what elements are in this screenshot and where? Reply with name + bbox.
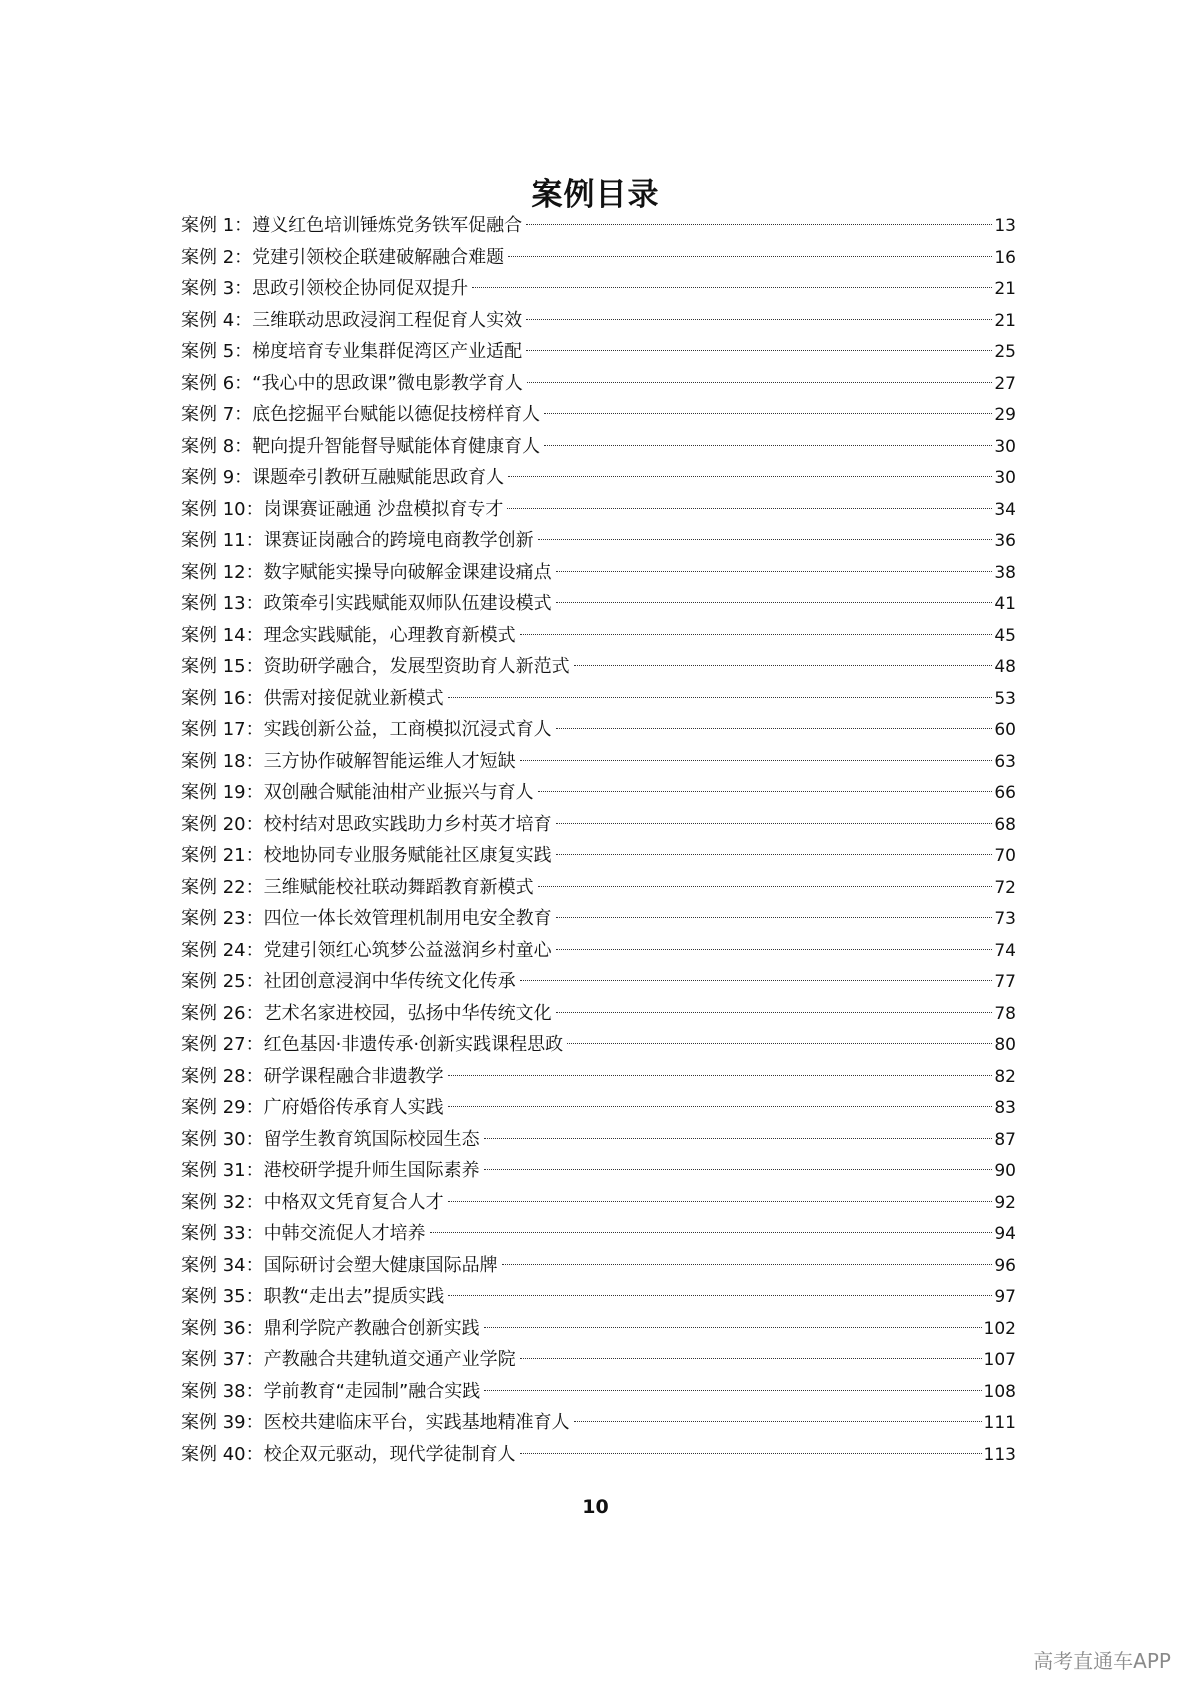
toc-entry-page: 48 (994, 657, 1016, 677)
toc-entry-page: 30 (994, 436, 1016, 457)
dot-leader (556, 949, 993, 950)
toc-entry[interactable] (181, 494, 1016, 526)
toc-entry-page: 16 (994, 247, 1016, 268)
toc-entry-label: 案例 29：广府婚俗传承育人实践 (181, 1097, 444, 1118)
toc-entry-page: 53 (994, 688, 1016, 709)
toc-entry[interactable] (181, 966, 1016, 998)
toc-entry-page: 82 (994, 1066, 1016, 1087)
dot-leader (448, 1201, 993, 1202)
dot-leader (508, 256, 992, 257)
toc-entry-label: 案例 8：靶向提升智能督导赋能体育健康育人 (181, 435, 541, 457)
toc-entry-label: 案例 28：研学课程融合非遗教学 (181, 1065, 444, 1087)
dot-leader (556, 728, 993, 729)
toc-entry[interactable] (181, 588, 1016, 620)
toc-entry-page: 66 (994, 783, 1016, 803)
toc-entry-label: 案例 32：中格双文凭育复合人才 (181, 1191, 444, 1213)
toc-entry-label: 案例 9：课题牵引教研互融赋能思政育人 (181, 467, 505, 488)
toc-entry-label: 案例 13：政策牵引实践赋能双师队伍建设模式 (181, 593, 552, 614)
toc-entry-label: 案例 2：党建引领校企联建破解融合难题 (181, 246, 505, 268)
dot-leader (544, 445, 992, 446)
dot-leader (538, 539, 993, 540)
toc-entry[interactable] (181, 1124, 1016, 1156)
dot-leader (507, 508, 992, 509)
toc-entry[interactable] (181, 399, 1016, 431)
toc-entry-label: 案例 22：三维赋能校社联动舞蹈教育新模式 (181, 876, 534, 898)
toc-entry-label: 案例 11：课赛证岗融合的跨境电商教学创新 (181, 530, 534, 551)
toc-entry-page: 36 (994, 531, 1016, 551)
toc-entry[interactable] (181, 872, 1016, 904)
toc-entry-page: 41 (994, 594, 1016, 614)
toc-entry[interactable] (181, 1061, 1016, 1093)
toc-entry-label: 案例 17：实践创新公益，工商模拟沉浸式育人 (181, 719, 552, 740)
toc-entry-page: 68 (994, 814, 1016, 835)
toc-entry-label: 案例 20：校村结对思政实践助力乡村英才培育 (181, 813, 552, 835)
toc-entry-page: 25 (994, 342, 1016, 362)
toc-entry[interactable] (181, 1092, 1016, 1124)
dot-leader (556, 823, 993, 824)
dot-leader (484, 1327, 982, 1328)
toc-entry-label: 案例 27：红色基因·非遗传承·创新实践课程思政 (181, 1034, 564, 1055)
toc-entry-label: 案例 6：“我心中的思政课”微电影教学育人 (181, 372, 523, 394)
toc-entry-page: 96 (994, 1255, 1016, 1276)
toc-entry-page: 108 (983, 1381, 1016, 1402)
toc-entry[interactable] (181, 525, 1016, 557)
dot-leader (448, 1295, 992, 1296)
dot-leader (508, 476, 992, 477)
dot-leader (472, 287, 992, 288)
toc-entry-label: 案例 7：底色挖掘平台赋能以德促技榜样育人 (181, 404, 541, 425)
dot-leader (574, 1421, 982, 1422)
toc-entry-label: 案例 19：双创融合赋能油柑产业振兴与育人 (181, 782, 534, 803)
toc-entry-page: 113 (983, 1444, 1016, 1465)
toc-entry-page: 111 (983, 1413, 1016, 1433)
toc-entry-label: 案例 37：产教融合共建轨道交通产业学院 (181, 1349, 516, 1370)
dot-leader (520, 760, 993, 761)
toc-entry-label: 案例 18：三方协作破解智能运维人才短缺 (181, 750, 516, 772)
toc-entry-page: 63 (994, 751, 1016, 772)
toc-entry-label: 案例 36：鼎利学院产教融合创新实践 (181, 1317, 480, 1339)
toc-entry-page: 30 (994, 468, 1016, 488)
dot-leader (484, 1169, 993, 1170)
dot-leader (448, 1075, 993, 1076)
toc-entry-page: 21 (994, 279, 1016, 299)
dot-leader (527, 382, 993, 383)
toc-entry[interactable] (181, 1218, 1016, 1250)
toc-entry-label: 案例 38：学前教育“走园制”融合实践 (181, 1380, 481, 1402)
toc-entry[interactable] (181, 1281, 1016, 1313)
toc-entry-page: 60 (994, 720, 1016, 740)
toc-entry-page: 72 (994, 877, 1016, 898)
toc-entry[interactable] (181, 1187, 1016, 1219)
toc-entry-label: 案例 25：社团创意浸润中华传统文化传承 (181, 971, 516, 992)
dot-leader (520, 634, 993, 635)
toc-entry[interactable] (181, 1376, 1016, 1408)
toc-entry[interactable] (181, 683, 1016, 715)
dot-leader (526, 350, 992, 351)
dot-leader (484, 1390, 981, 1391)
dot-leader (448, 1106, 993, 1107)
toc-entry-label: 案例 39：医校共建临床平台，实践基地精准育人 (181, 1412, 570, 1433)
toc-entry-label: 案例 23：四位一体长效管理机制用电安全教育 (181, 908, 552, 929)
toc-entry-label: 案例 24：党建引领红心筑梦公益滋润乡村童心 (181, 939, 552, 961)
toc-entry[interactable] (181, 431, 1016, 463)
page-number: 10 (582, 1496, 609, 1518)
toc-entry-page: 29 (994, 405, 1016, 425)
toc-entry-label: 案例 34：国际研讨会塑大健康国际品牌 (181, 1254, 498, 1276)
dot-leader (556, 917, 993, 918)
table-of-contents (181, 210, 1016, 1470)
dot-leader (574, 665, 993, 666)
toc-entry-page: 97 (994, 1287, 1016, 1307)
toc-entry-label: 案例 33：中韩交流促人才培养 (181, 1223, 426, 1244)
dot-leader (520, 980, 993, 981)
dot-leader (526, 319, 992, 320)
toc-entry-page: 27 (994, 373, 1016, 394)
toc-entry[interactable] (181, 714, 1016, 746)
toc-entry[interactable] (181, 651, 1016, 683)
dot-leader (556, 602, 993, 603)
toc-entry[interactable] (181, 462, 1016, 494)
toc-entry[interactable] (181, 998, 1016, 1030)
dot-leader (538, 791, 993, 792)
toc-entry-label: 案例 1：遵义红色培训锤炼党务铁军促融合 (181, 215, 523, 236)
toc-entry-label: 案例 30：留学生教育筑国际校园生态 (181, 1128, 480, 1150)
toc-entry-label: 案例 16：供需对接促就业新模式 (181, 687, 444, 709)
toc-entry[interactable] (181, 620, 1016, 652)
toc-entry-page: 70 (994, 846, 1016, 866)
toc-entry-label: 案例 26：艺术名家进校园，弘扬中华传统文化 (181, 1002, 552, 1024)
dot-leader (484, 1138, 993, 1139)
dot-leader (526, 224, 992, 225)
toc-entry[interactable] (181, 1407, 1016, 1439)
toc-entry[interactable] (181, 746, 1016, 778)
toc-entry[interactable] (181, 273, 1016, 305)
dot-leader (520, 1358, 982, 1359)
dot-leader (544, 413, 992, 414)
toc-entry-page: 92 (994, 1192, 1016, 1213)
toc-entry[interactable] (181, 1313, 1016, 1345)
toc-entry-label: 案例 35：职教“走出去”提质实践 (181, 1286, 445, 1307)
toc-entry-page: 34 (994, 499, 1016, 520)
toc-entry-page: 107 (983, 1350, 1016, 1370)
dot-leader (556, 854, 993, 855)
toc-entry-page: 90 (994, 1161, 1016, 1181)
dot-leader (556, 571, 993, 572)
toc-entry-page: 78 (994, 1003, 1016, 1024)
toc-entry-page: 45 (994, 625, 1016, 646)
toc-entry-label: 案例 10：岗课赛证融通 沙盘模拟育专才 (181, 498, 504, 520)
toc-entry[interactable] (181, 840, 1016, 872)
toc-entry[interactable] (181, 242, 1016, 274)
dot-leader (520, 1453, 982, 1454)
toc-entry[interactable] (181, 210, 1016, 242)
dot-leader (430, 1232, 993, 1233)
toc-entry[interactable] (181, 903, 1016, 935)
toc-entry-page: 13 (994, 216, 1016, 236)
watermark: 高考直通车APP (1033, 1649, 1171, 1673)
toc-entry-label: 案例 3：思政引领校企协同促双提升 (181, 278, 469, 299)
toc-entry-label: 案例 21：校地协同专业服务赋能社区康复实践 (181, 845, 552, 866)
toc-entry-page: 83 (994, 1098, 1016, 1118)
toc-entry[interactable] (181, 557, 1016, 589)
toc-entry[interactable] (181, 368, 1016, 400)
toc-entry[interactable] (181, 777, 1016, 809)
toc-entry-page: 80 (994, 1035, 1016, 1055)
toc-entry[interactable] (181, 1250, 1016, 1282)
toc-entry[interactable] (181, 809, 1016, 841)
toc-entry-page: 94 (994, 1224, 1016, 1244)
toc-entry-page: 21 (994, 310, 1016, 331)
toc-entry[interactable] (181, 1344, 1016, 1376)
toc-entry-label: 案例 31：港校研学提升师生国际素养 (181, 1160, 480, 1181)
toc-entry[interactable] (181, 305, 1016, 337)
page-title: 案例目录 (531, 176, 660, 213)
toc-entry-page: 77 (994, 972, 1016, 992)
toc-entry-label: 案例 5：梯度培育专业集群促湾区产业适配 (181, 341, 523, 362)
toc-entry-page: 87 (994, 1129, 1016, 1150)
toc-entry[interactable] (181, 1155, 1016, 1187)
dot-leader (448, 697, 993, 698)
dot-leader (502, 1264, 993, 1265)
toc-entry[interactable] (181, 1439, 1016, 1471)
toc-entry-label: 案例 14：理念实践赋能，心理教育新模式 (181, 624, 516, 646)
toc-entry-label: 案例 12：数字赋能实操导向破解金课建设痛点 (181, 561, 552, 583)
toc-entry[interactable] (181, 1029, 1016, 1061)
toc-entry-page: 102 (983, 1318, 1016, 1339)
dot-leader (538, 886, 993, 887)
toc-entry[interactable] (181, 935, 1016, 967)
toc-entry[interactable] (181, 336, 1016, 368)
toc-entry-page: 73 (994, 909, 1016, 929)
toc-entry-label: 案例 15：资助研学融合，发展型资助育人新范式 (181, 656, 570, 677)
dot-leader (567, 1043, 992, 1044)
toc-entry-page: 38 (994, 562, 1016, 583)
toc-entry-page: 74 (994, 940, 1016, 961)
dot-leader (556, 1012, 993, 1013)
toc-entry-label: 案例 4：三维联动思政浸润工程促育人实效 (181, 309, 523, 331)
toc-entry-label: 案例 40：校企双元驱动，现代学徒制育人 (181, 1443, 516, 1465)
